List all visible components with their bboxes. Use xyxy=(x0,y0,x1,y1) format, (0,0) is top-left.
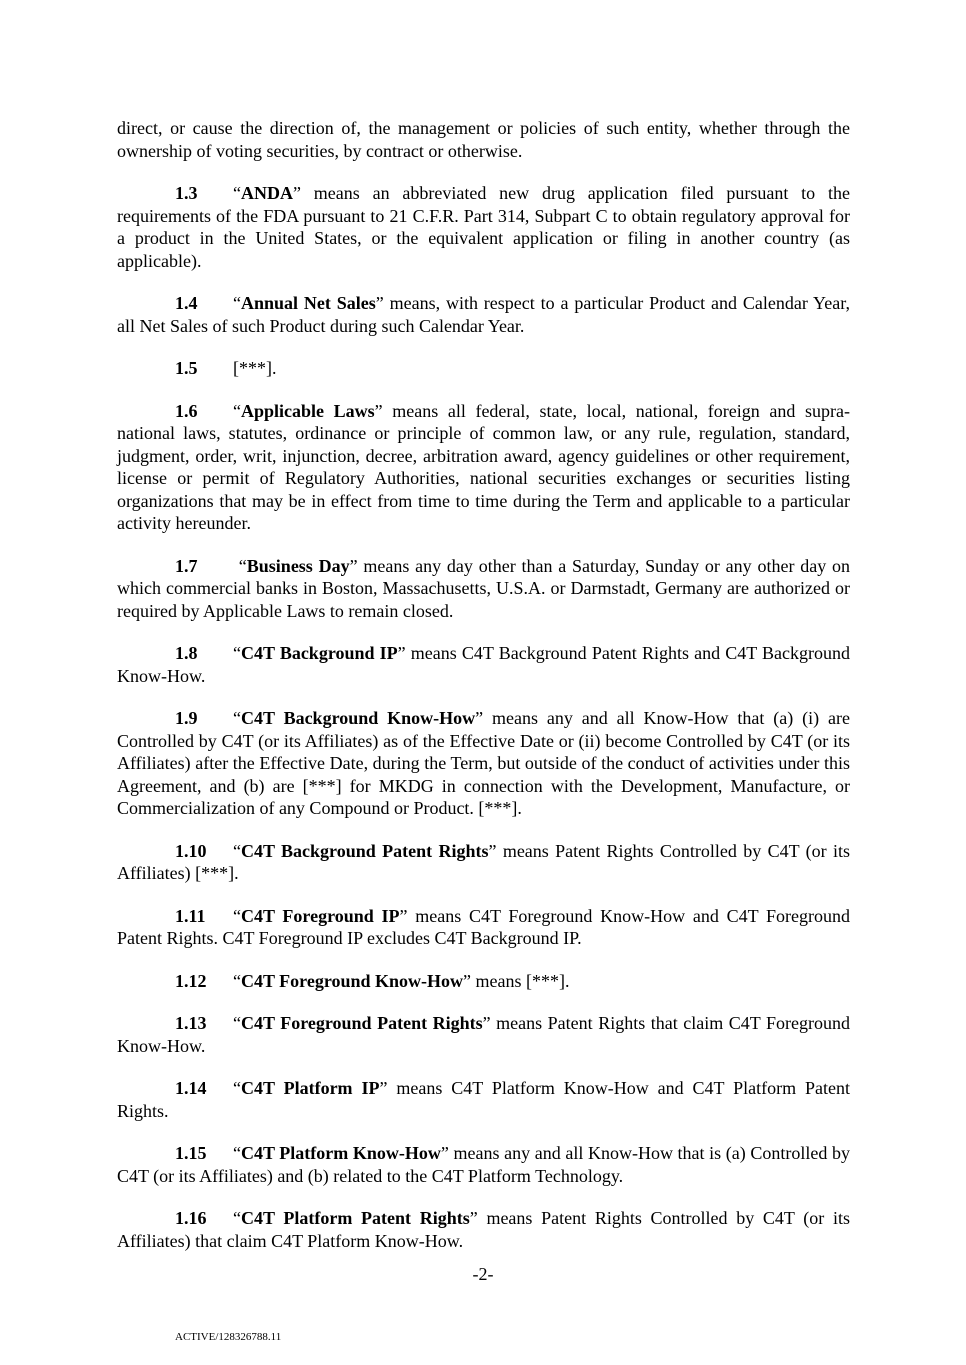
section-number: 1.13 xyxy=(175,1013,207,1033)
definition-1-5 xyxy=(117,357,850,380)
section-number: 1.15 xyxy=(175,1143,207,1163)
definition-1-6 xyxy=(117,400,850,535)
open-quote: “ xyxy=(233,970,241,991)
document-id: ACTIVE/128326788.11 xyxy=(175,1331,282,1343)
definition-1-3 xyxy=(117,182,850,272)
open-quote: “ xyxy=(233,643,241,663)
definition-1-13 xyxy=(117,1012,850,1057)
definition-1-12 xyxy=(117,970,850,993)
defined-term: C4T Platform Patent Rights xyxy=(241,1208,470,1228)
open-quote: “ xyxy=(233,1208,241,1228)
open-quote: “ xyxy=(233,1143,241,1163)
definitions-list xyxy=(117,182,850,1252)
definition-text: ” means Patent Rights Controlled by C4T (or its Affiliates) that claim C4T Platform Know-How. xyxy=(117,1208,851,1251)
section-number: 1.5 xyxy=(175,358,198,378)
open-quote: “ xyxy=(233,1013,241,1033)
page-number: -2- xyxy=(472,1264,494,1284)
definition-text: ” means an abbreviated new drug application filed pursuant to the requirements of the FDA pursuant to 21 C.F.R. Part 314, Subpart C to obtain regulatory approval for a product in the United States, or the equivalent application or filing in another country (as applicable). xyxy=(117,183,850,271)
defined-term: Business Day xyxy=(246,555,350,576)
defined-term: C4T Background Know-How xyxy=(241,708,476,728)
definition-text: ” means C4T Platform Know-How and C4T Platform Patent Rights. xyxy=(117,1078,850,1121)
defined-term: Applicable Laws xyxy=(241,400,375,421)
open-quote: “ xyxy=(233,1078,241,1098)
definition-1-11 xyxy=(117,905,850,950)
section-number: 1.10 xyxy=(175,840,207,861)
definition-1-9 xyxy=(117,707,850,820)
definition-1-10 xyxy=(117,840,850,885)
open-quote: “ xyxy=(233,400,241,421)
document-body xyxy=(117,117,850,1272)
defined-term: C4T Platform IP xyxy=(241,1078,380,1098)
open-quote: “ xyxy=(233,840,241,861)
defined-term: C4T Foreground IP xyxy=(241,905,400,926)
definition-text: ” means any and all Know-How that (a) (i) are Controlled by C4T (or its Affiliates) as of the Effective Date or (ii) become Controlled by C4T (or its Affiliates) after the Effective Date, during the Term, but outside of the conduct of activities under this Agreement, and (b) are [***] for MKDG in connection with the Development, Manufacture, or Commercialization of any Compound or Product. [***]. xyxy=(117,708,851,818)
section-number: 1.12 xyxy=(175,970,207,991)
section-number: 1.7 xyxy=(175,555,198,576)
open-quote: “ xyxy=(233,293,241,313)
open-quote: “ xyxy=(233,555,247,576)
section-number: 1.16 xyxy=(175,1208,207,1228)
intro-paragraph: direct, or cause the direction of, the management or policies of such entity, whether through the ownership of voting securities, by contract or otherwise. xyxy=(117,118,850,161)
definition-1-7 xyxy=(117,555,850,623)
section-number: 1.11 xyxy=(175,905,206,926)
definition-text: ” means [***]. xyxy=(463,970,570,991)
defined-term: C4T Background Patent Rights xyxy=(241,840,489,861)
definition-text: ” means, with respect to a particular Product and Calendar Year, all Net Sales of such Product during such Calendar Year. xyxy=(117,293,850,336)
open-quote: “ xyxy=(233,905,241,926)
definition-text: [***]. xyxy=(233,358,277,378)
definition-text: ” means C4T Background Patent Rights and C4T Background Know-How. xyxy=(117,643,850,686)
definition-1-16 xyxy=(117,1207,850,1252)
open-quote: “ xyxy=(233,708,241,728)
section-number: 1.3 xyxy=(175,183,198,203)
defined-term: C4T Platform Know-How xyxy=(241,1143,441,1163)
definition-1-14 xyxy=(117,1077,850,1122)
definition-text: ” means any and all Know-How that is (a) Controlled by C4T (or its Affiliates) and (b) related to the C4T Platform Technology. xyxy=(117,1143,851,1186)
defined-term: C4T Foreground Patent Rights xyxy=(241,1013,483,1033)
section-number: 1.4 xyxy=(175,293,198,313)
defined-term: ANDA xyxy=(241,183,293,203)
defined-term: C4T Background IP xyxy=(241,643,398,663)
section-number: 1.14 xyxy=(175,1078,207,1098)
section-number: 1.9 xyxy=(175,708,198,728)
definition-1-8 xyxy=(117,642,850,687)
defined-term: Annual Net Sales xyxy=(241,293,376,313)
defined-term: C4T Foreground Know-How xyxy=(241,970,464,991)
definition-1-15 xyxy=(117,1142,850,1187)
section-number: 1.6 xyxy=(175,400,198,421)
definition-text: ” means C4T Foreground Know-How and C4T Foreground Patent Rights. C4T Foreground IP excludes C4T Background IP. xyxy=(117,905,850,948)
definition-text: ” means Patent Rights that claim C4T Foreground Know-How. xyxy=(117,1013,850,1056)
definition-text: ” means any day other than a Saturday, Sunday or any other day on which commercial banks in Boston, Massachusetts, U.S.A. or Darmstadt, Germany are authorized or required by Applicable Laws to remain closed. xyxy=(117,555,850,621)
definition-text: ” means all federal, state, local, national, foreign and supra-national laws, statutes, ordinance or principle of common law, or any rule, regulation, standard, judgment, order, writ, injunction, decree, arbitration award, agency guidelines or other requirement, license or permit of Regulatory Authorities, national securities exchanges or securities listing organizations that may be in effect from time to time during the Term and applicable to a particular activity hereunder. xyxy=(117,400,850,533)
definition-text: ” means Patent Rights Controlled by C4T (or its Affiliates) [***]. xyxy=(117,840,851,883)
open-quote: “ xyxy=(233,183,241,203)
definition-1-4 xyxy=(117,292,850,337)
section-number: 1.8 xyxy=(175,643,198,663)
